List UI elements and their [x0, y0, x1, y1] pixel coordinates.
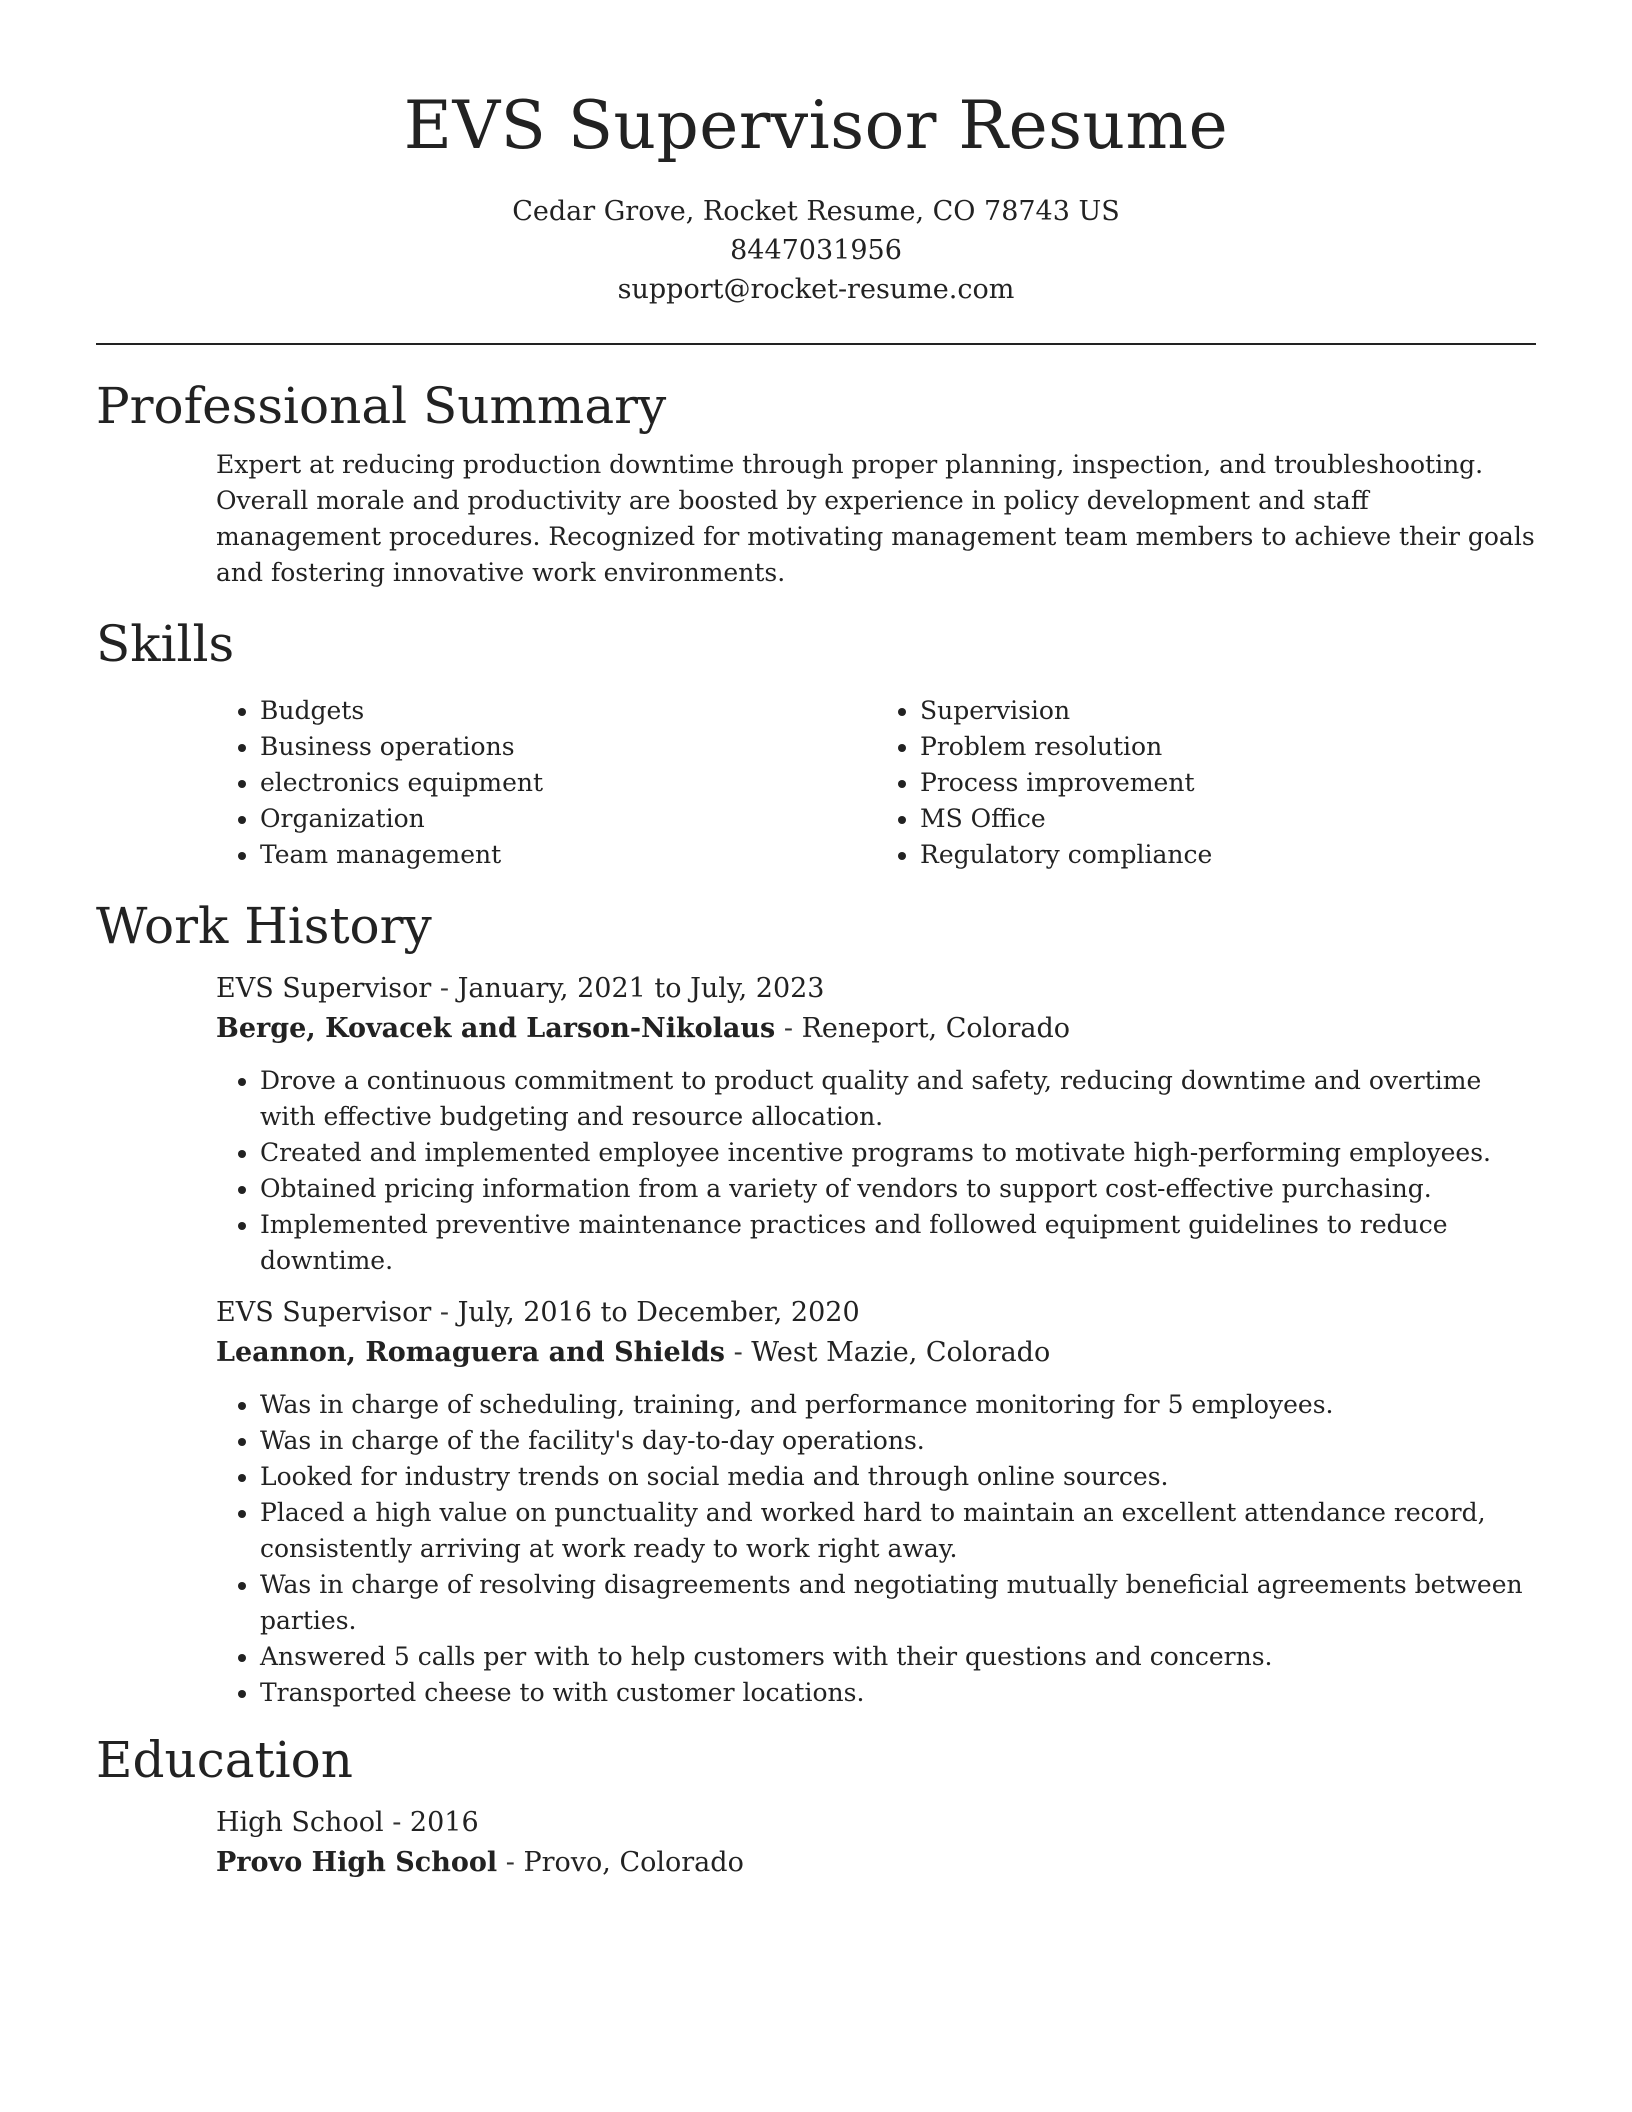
job-entry [216, 1293, 1536, 1711]
education-year: 2016 [409, 1807, 479, 1838]
contact-phone: 8447031956 [730, 235, 902, 266]
job-bullet: • Obtained pricing information from a variety of vendors to support cost-effective purchasing. [260, 1171, 1536, 1207]
work-history-heading: Work History [96, 897, 432, 955]
job-company-line: Berge, Kovacek and Larson-Nikolaus - Reneport, Colorado [216, 1013, 1071, 1044]
job-company-line: Leannon, Romaguera and Shields - West Mazie, Colorado [216, 1337, 1051, 1368]
skill-item: • electronics equipment [260, 765, 876, 801]
job-entry [216, 969, 1536, 1279]
contact-email: support@rocket-resume.com [617, 274, 1015, 305]
job-dates: January, 2021 to July, 2023 [457, 973, 825, 1004]
skill-item: • Organization [260, 801, 876, 837]
skill-item: • Supervision [920, 693, 1536, 729]
job-company: Leannon, Romaguera and Shields [216, 1337, 725, 1368]
job-bullet: • Was in charge of the facility's day-to-day operations. [260, 1423, 1536, 1459]
education-section [96, 1729, 1536, 1883]
skills-left-list [216, 693, 876, 873]
job-bullet: • Implemented preventive maintenance practices and followed equipment guidelines to reduce downtime. [260, 1207, 1536, 1279]
job-company: Berge, Kovacek and Larson-Nikolaus [216, 1013, 776, 1044]
summary-heading: Professional Summary [96, 377, 667, 435]
job-bullet: • Was in charge of scheduling, training, and performance monitoring for 5 employees. [260, 1387, 1536, 1423]
job-location: Reneport, Colorado [801, 1013, 1071, 1044]
skill-item: • Budgets [260, 693, 876, 729]
contact-address: Cedar Grove, Rocket Resume, CO 78743 US [512, 196, 1120, 227]
skills-heading: Skills [96, 615, 235, 673]
education-degree-line: High School - 2016 [216, 1807, 479, 1838]
work-history-section [96, 895, 1536, 1711]
summary-text: Expert at reducing production downtime through proper planning, inspection, and troubleshooting. Overall morale and productivity are boosted by experience in policy development and staff management procedures. Recognized for motivating management team members to achieve their goals and fostering innovative work environments. [216, 450, 1535, 587]
skills-section [96, 613, 1536, 873]
job-bullet: • Created and implemented employee incentive programs to motivate high-performing employees. [260, 1135, 1536, 1171]
education-school-line: Provo High School - Provo, Colorado [216, 1847, 744, 1878]
job-bullet: • Drove a continuous commitment to product quality and safety, reducing downtime and overtime with effective budgeting and resource allocation. [260, 1063, 1536, 1135]
skills-columns [216, 693, 1536, 873]
contact-block [96, 192, 1536, 309]
education-heading: Education [96, 1731, 353, 1789]
skill-item: • Business operations [260, 729, 876, 765]
job-bullet: • Transported cheese to with customer locations. [260, 1675, 1536, 1711]
education-school: Provo High School [216, 1847, 498, 1878]
job-location: West Mazie, Colorado [751, 1337, 1051, 1368]
job-bullets [216, 1063, 1536, 1279]
job-bullet: • Answered 5 calls per with to help customers with their questions and concerns. [260, 1639, 1536, 1675]
skill-item: • Process improvement [920, 765, 1536, 801]
resume-header [96, 0, 1536, 309]
skill-item: • MS Office [920, 801, 1536, 837]
header-divider [96, 343, 1536, 345]
job-bullet: • Looked for industry trends on social media and through online sources. [260, 1459, 1536, 1495]
summary-section [96, 375, 1536, 591]
job-bullet: • Placed a high value on punctuality and worked hard to maintain an excellent attendance record, consistently arriving at work ready to work right away. [260, 1495, 1536, 1567]
skill-item: • Regulatory compliance [920, 837, 1536, 873]
skill-item: • Team management [260, 837, 876, 873]
education-degree: High School [216, 1807, 384, 1838]
education-location: Provo, Colorado [523, 1847, 744, 1878]
skills-right-list [876, 693, 1536, 873]
job-title-line: EVS Supervisor - January, 2021 to July, 2023 [216, 973, 825, 1004]
job-title: EVS Supervisor [216, 1297, 432, 1328]
job-bullet: • Was in charge of resolving disagreements and negotiating mutually beneficial agreements between parties. [260, 1567, 1536, 1639]
job-title-line: EVS Supervisor - July, 2016 to December, 2020 [216, 1297, 860, 1328]
resume-title: EVS Supervisor Resume [403, 87, 1229, 164]
skill-item: • Problem resolution [920, 729, 1536, 765]
job-title: EVS Supervisor [216, 973, 432, 1004]
education-entry [216, 1803, 1536, 1883]
job-bullets [216, 1387, 1536, 1711]
job-dates: July, 2016 to December, 2020 [457, 1297, 860, 1328]
